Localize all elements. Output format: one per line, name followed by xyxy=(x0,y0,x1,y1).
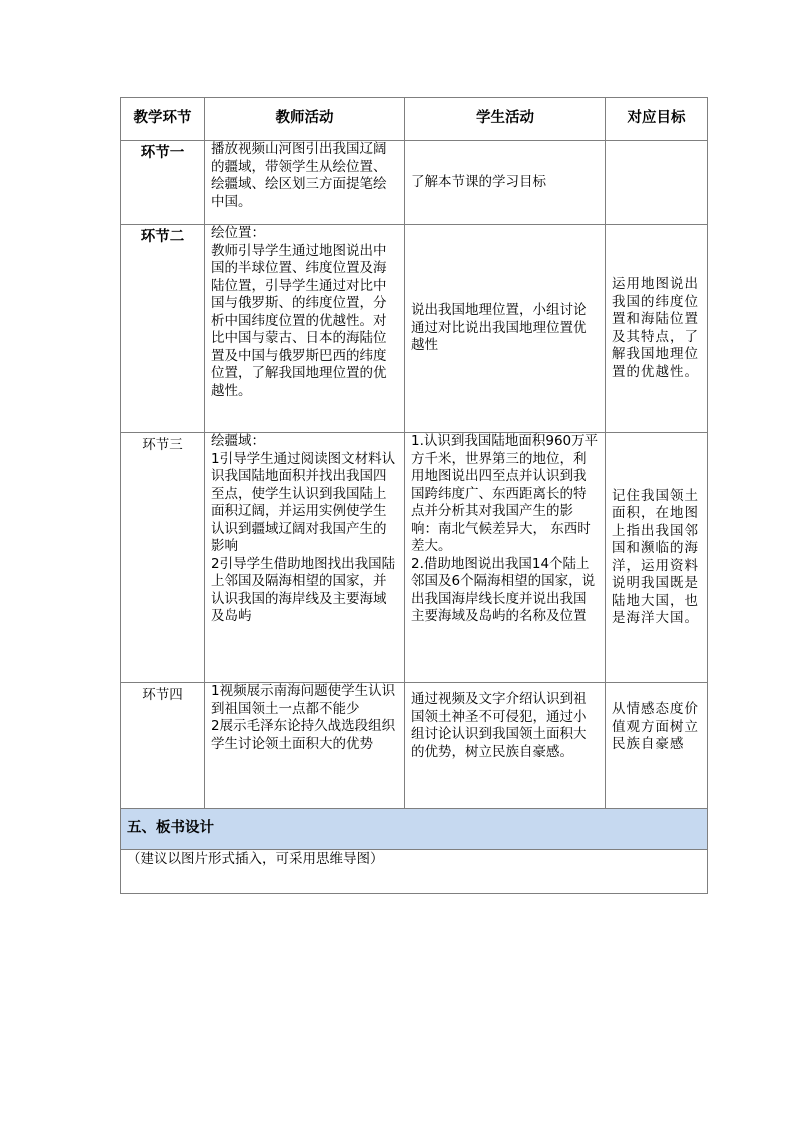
section-title: 五、板书设计 xyxy=(121,809,708,850)
table-row xyxy=(121,141,708,225)
stage-cell: 环节一 xyxy=(121,141,205,225)
goal-cell: 记住我国领土面积，在地图上指出我国邻国和濒临的海洋，运用资料说明我国既是陆地大国，也是海洋大国。 xyxy=(606,433,708,683)
goal-cell: 运用地图说出我国的纬度位置和海陆位置及其特点，了解我国地理位置的优越性。 xyxy=(606,225,708,433)
table-row xyxy=(121,683,708,809)
stage-cell: 环节三 xyxy=(121,433,205,683)
teacher-activity-cell: 播放视频山河图引出我国辽阔的疆域，带领学生从绘位置、绘疆域、绘区划三方面提笔绘中国。 xyxy=(205,141,405,225)
section-note: （建议以图片形式插入，可采用思维导图） xyxy=(121,850,708,894)
student-activity-cell: 说出我国地理位置，小组讨论通过对比说出我国地理位置优越性 xyxy=(405,225,606,433)
table-row xyxy=(121,433,708,683)
teaching-process-table xyxy=(120,97,708,894)
lesson-plan-page xyxy=(120,97,707,894)
teacher-activity-cell: 绘位置： 教师引导学生通过地图说出中国的半球位置、纬度位置及海陆位置，引导学生通过对比中国与俄罗斯、的纬度位置，分析中国纬度位置的优越性。对比中国与蒙古、日本的海陆位置及中国与俄罗斯巴西的纬度位置，了解我国地理位置的优越性。 xyxy=(205,225,405,433)
student-activity-cell: 1.认识到我国陆地面积960万平方千米，世界第三的地位，利用地图说出四至点并认识到我国跨纬度广、东西距离长的特点并分析其对我国产生的影响：南北气候差异大， 东西时差大。 2.借助地图说出我国14个陆上邻国及6个隔海相望的国家，说出我国海岸线长度并说出我国主要海域及岛屿的名称及位置 xyxy=(405,433,606,683)
stage-cell: 环节四 xyxy=(121,683,205,809)
header-stage: 教学环节 xyxy=(121,98,205,141)
student-activity-cell: 通过视频及文字介绍认识到祖国领土神圣不可侵犯，通过小组讨论认识到我国领土面积大的优势，树立民族自豪感。 xyxy=(405,683,606,809)
goal-cell: 从情感态度价值观方面树立民族自豪感 xyxy=(606,683,708,809)
teacher-activity-cell: 1视频展示南海问题使学生认识到祖国领土一点都不能少 2展示毛泽东论持久战选段组织学生讨论领土面积大的优势 xyxy=(205,683,405,809)
section-note-row xyxy=(121,850,708,894)
goal-cell xyxy=(606,141,708,225)
teacher-activity-cell: 绘疆域： 1引导学生通过阅读图文材料认识我国陆地面积并找出我国四至点，使学生认识到我国陆上面积辽阔，并运用实例使学生认识到疆域辽阔对我国产生的影响 2引导学生借助地图找出我国陆上邻国及隔海相望的国家，并认识我国的海岸线及主要海域及岛屿 xyxy=(205,433,405,683)
student-activity-cell: 了解本节课的学习目标 xyxy=(405,141,606,225)
stage-cell: 环节二 xyxy=(121,225,205,433)
table-header-row xyxy=(121,98,708,141)
header-teacher-activity: 教师活动 xyxy=(205,98,405,141)
header-goal: 对应目标 xyxy=(606,98,708,141)
header-student-activity: 学生活动 xyxy=(405,98,606,141)
section-heading-row xyxy=(121,809,708,850)
table-row xyxy=(121,225,708,433)
